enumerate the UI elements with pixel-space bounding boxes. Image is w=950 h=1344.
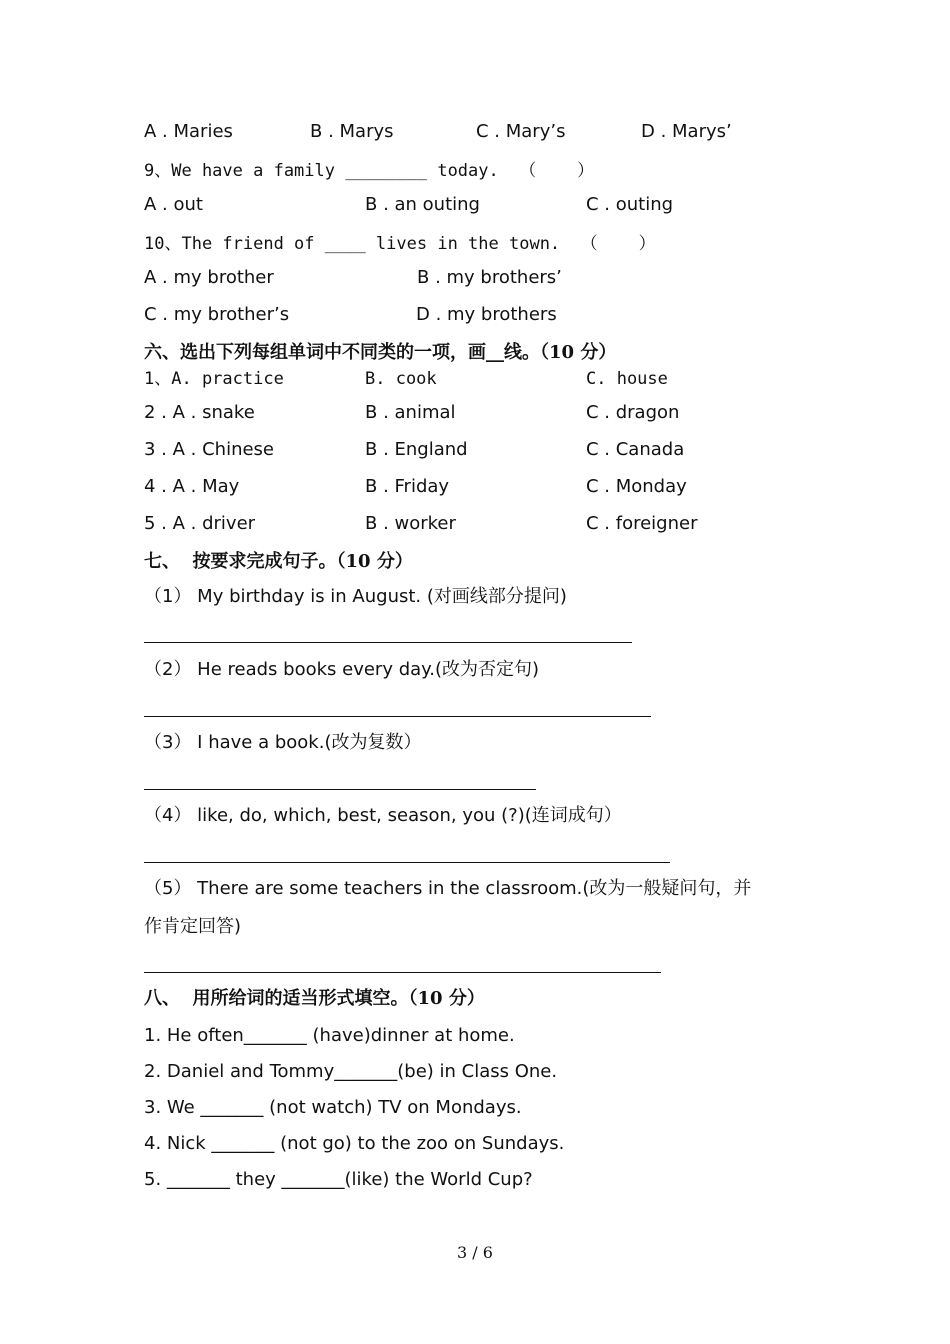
- page-number: 3 / 6: [457, 1243, 493, 1262]
- q10-stem: 10、The friend of ____ lives in the town. （ ）: [144, 234, 656, 254]
- q10-option-c: C . my brother’s: [144, 304, 290, 325]
- q9-stem: 9、We have a family ________ today. （ ）: [144, 161, 595, 181]
- s7-answer-line-5[interactable]: [144, 972, 661, 973]
- s7-item-5: （5） There are some teachers in the classroom.(改为一般疑问句，并: [144, 878, 752, 899]
- s7-answer-line-4[interactable]: [144, 862, 670, 863]
- section8-title: 八、 用所给词的适当形式填空。（10 分）: [144, 988, 485, 1009]
- s6-row1-c: C. house: [586, 369, 668, 389]
- s6-row1-a: 1、A. practice: [144, 369, 284, 389]
- q10-option-a: A . my brother: [144, 267, 274, 288]
- s8-item-2: 2. Daniel and Tommy_______(be) in Class One.: [144, 1061, 558, 1082]
- s7-item-5-cont: 作肯定回答): [144, 916, 242, 937]
- s7-item-1: （1） My birthday is in August. (对画线部分提问): [144, 586, 567, 607]
- s6-row1-b: B. cook: [365, 369, 437, 389]
- s8-item-1: 1. He often_______ (have)dinner at home.: [144, 1025, 515, 1046]
- s7-answer-line-3[interactable]: [144, 789, 536, 790]
- s6-row2-a: 2 . A . snake: [144, 402, 255, 423]
- q8-option-d: D . Marys’: [641, 121, 732, 142]
- s8-item-5: 5. _______ they _______(like) the World Cup?: [144, 1169, 533, 1190]
- s7-item-4: （4） like, do, which, best, season, you (?)(连词成句）: [144, 805, 622, 826]
- q10-option-b: B . my brothers’: [417, 267, 562, 288]
- q9-option-c: C . outing: [586, 194, 674, 215]
- s7-item-3: （3） I have a book.(改为复数）: [144, 732, 422, 753]
- q9-option-b: B . an outing: [365, 194, 480, 215]
- q8-option-c: C . Mary’s: [476, 121, 566, 142]
- s6-row5-c: C . foreigner: [586, 513, 698, 534]
- s7-answer-line-2[interactable]: [144, 716, 651, 717]
- q8-option-a: A . Maries: [144, 121, 233, 142]
- s6-row5-a: 5 . A . driver: [144, 513, 256, 534]
- s6-row2-c: C . dragon: [586, 402, 680, 423]
- q8-option-b: B . Marys: [310, 121, 394, 142]
- s6-row2-b: B . animal: [365, 402, 456, 423]
- s7-answer-line-1[interactable]: [144, 642, 632, 643]
- q9-option-a: A . out: [144, 194, 203, 215]
- s6-row5-b: B . worker: [365, 513, 456, 534]
- s6-row3-b: B . England: [365, 439, 468, 460]
- s8-item-3: 3. We _______ (not watch) TV on Mondays.: [144, 1097, 522, 1118]
- s6-row3-a: 3 . A . Chinese: [144, 439, 275, 460]
- s6-row4-a: 4 . A . May: [144, 476, 240, 497]
- s6-row4-b: B . Friday: [365, 476, 450, 497]
- s6-row4-c: C . Monday: [586, 476, 687, 497]
- section7-title: 七、 按要求完成句子。（10 分）: [144, 551, 413, 572]
- s6-row3-c: C . Canada: [586, 439, 685, 460]
- s7-item-2: （2） He reads books every day.(改为否定句): [144, 659, 539, 680]
- s8-item-4: 4. Nick _______ (not go) to the zoo on Sundays.: [144, 1133, 565, 1154]
- q10-option-d: D . my brothers: [416, 304, 557, 325]
- section6-title: 六、选出下列每组单词中不同类的一项，画__线。（10 分）: [144, 342, 617, 363]
